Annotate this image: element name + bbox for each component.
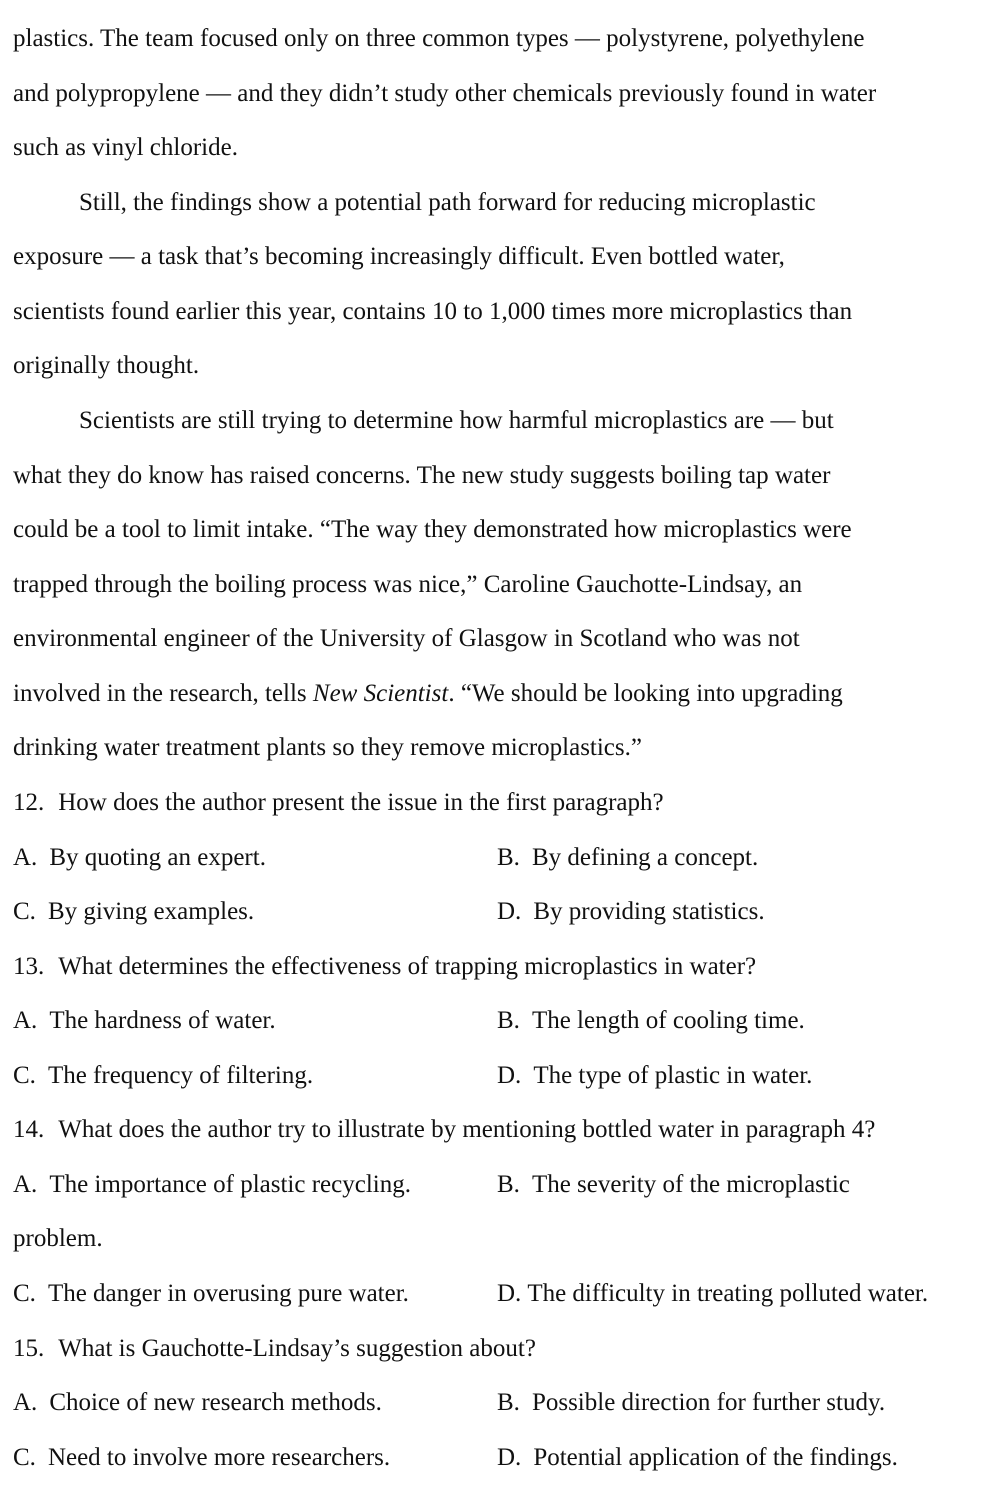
question-text: How does the author present the issue in the first paragraph? xyxy=(58,789,664,816)
option-label: B. xyxy=(497,1007,520,1034)
question-12-option-d[interactable] xyxy=(497,892,765,932)
passage-p5-line-4: trapped through the boiling process was nice,” Caroline Gauchotte-Lindsay, an xyxy=(13,571,803,598)
option-label: C. xyxy=(13,1444,36,1471)
option-text: Potential application of the findings. xyxy=(533,1444,898,1471)
passage-p5-line-5: environmental engineer of the University of Glasgow in Scotland who was not xyxy=(13,625,800,652)
question-13-stem xyxy=(13,947,756,987)
option-text: Choice of new research methods. xyxy=(49,1389,382,1416)
question-13-option-c[interactable] xyxy=(13,1056,313,1096)
question-12-option-c[interactable] xyxy=(13,892,254,932)
passage-p5-line-3: could be a tool to limit intake. “The way they demonstrated how microplastics were xyxy=(13,516,852,543)
option-label: A. xyxy=(13,1171,38,1198)
option-text: The danger in overusing pure water. xyxy=(47,1280,409,1307)
option-label: C. xyxy=(13,898,36,925)
passage-p3-line-2: and polypropylene — and they didn’t study other chemicals previously found in water xyxy=(13,80,877,107)
option-label: A. xyxy=(13,844,38,871)
option-label: C. xyxy=(13,1280,36,1307)
question-text: What is Gauchotte-Lindsay’s suggestion about? xyxy=(58,1335,536,1362)
option-text: The frequency of filtering. xyxy=(47,1062,314,1089)
option-label: D. xyxy=(497,1062,522,1089)
question-text: What determines the effectiveness of trapping microplastics in water? xyxy=(58,953,757,980)
question-number: 15. xyxy=(13,1335,45,1362)
question-14-stem xyxy=(13,1110,875,1150)
passage-p4-line-1: Still, the findings show a potential path forward for reducing microplastic xyxy=(79,189,816,216)
magazine-title: New Scientist xyxy=(312,680,449,707)
passage-p5-line-1: Scientists are still trying to determine how harmful microplastics are — but xyxy=(79,407,834,434)
option-label: D. xyxy=(497,1280,522,1307)
passage-p5-line-2: what they do know has raised concerns. The new study suggests boiling tap water xyxy=(13,462,831,489)
option-label: B. xyxy=(497,1171,520,1198)
passage-p5-line-6 xyxy=(13,674,843,714)
option-text: The hardness of water. xyxy=(49,1007,276,1034)
question-15-option-a[interactable] xyxy=(13,1383,382,1423)
passage-p5-line-7: drinking water treatment plants so they remove microplastics.” xyxy=(13,734,642,761)
option-label: C. xyxy=(13,1062,36,1089)
option-text: The length of cooling time. xyxy=(531,1007,805,1034)
passage-p4-line-3: scientists found earlier this year, contains 10 to 1,000 times more microplastics than xyxy=(13,298,853,325)
question-14-option-c[interactable] xyxy=(13,1274,409,1314)
question-12-stem xyxy=(13,783,664,823)
option-label: B. xyxy=(497,844,520,871)
passage-p4-line-4: originally thought. xyxy=(13,352,200,379)
option-text: The importance of plastic recycling. xyxy=(49,1171,411,1198)
question-number: 12. xyxy=(13,789,45,816)
question-12-option-a[interactable] xyxy=(13,838,266,878)
option-label: A. xyxy=(13,1389,38,1416)
option-text: The type of plastic in water. xyxy=(533,1062,813,1089)
question-14-option-b[interactable] xyxy=(497,1165,850,1205)
question-12-option-b[interactable] xyxy=(497,838,758,878)
option-text: By providing statistics. xyxy=(533,898,765,925)
option-text: The difficulty in treating polluted water. xyxy=(527,1280,929,1307)
option-text: Possible direction for further study. xyxy=(531,1389,886,1416)
option-label: D. xyxy=(497,898,522,925)
line-text-post: . “We should be looking into upgrading xyxy=(448,680,843,707)
passage-p3-line-3: such as vinyl chloride. xyxy=(13,134,238,161)
option-label: A. xyxy=(13,1007,38,1034)
question-15-option-d[interactable] xyxy=(497,1438,898,1478)
passage-p4-line-2: exposure — a task that’s becoming increasingly difficult. Even bottled water, xyxy=(13,243,785,270)
question-13-option-d[interactable] xyxy=(497,1056,812,1096)
question-number: 14. xyxy=(13,1116,45,1143)
question-15-option-c[interactable] xyxy=(13,1438,390,1478)
question-text: What does the author try to illustrate by mentioning bottled water in paragraph 4? xyxy=(58,1116,876,1143)
option-label: B. xyxy=(497,1389,520,1416)
question-15-stem xyxy=(13,1329,536,1369)
option-text: By quoting an expert. xyxy=(49,844,266,871)
option-text: Need to involve more researchers. xyxy=(47,1444,391,1471)
question-15-option-b[interactable] xyxy=(497,1383,885,1423)
question-13-option-b[interactable] xyxy=(497,1001,805,1041)
option-label: D. xyxy=(497,1444,522,1471)
question-14-option-d[interactable] xyxy=(497,1274,928,1314)
question-14-option-a[interactable] xyxy=(13,1165,411,1205)
line-text-pre: involved in the research, tells xyxy=(13,680,313,707)
option-text: By giving examples. xyxy=(47,898,255,925)
passage-p3-line-1: plastics. The team focused only on three common types — polystyrene, polyethylene xyxy=(13,25,865,52)
question-number: 13. xyxy=(13,953,45,980)
option-text: By defining a concept. xyxy=(531,844,759,871)
option-text: The severity of the microplastic xyxy=(531,1171,850,1198)
question-13-option-a[interactable] xyxy=(13,1001,276,1041)
question-14-option-b-wrap[interactable]: problem. xyxy=(13,1225,103,1252)
